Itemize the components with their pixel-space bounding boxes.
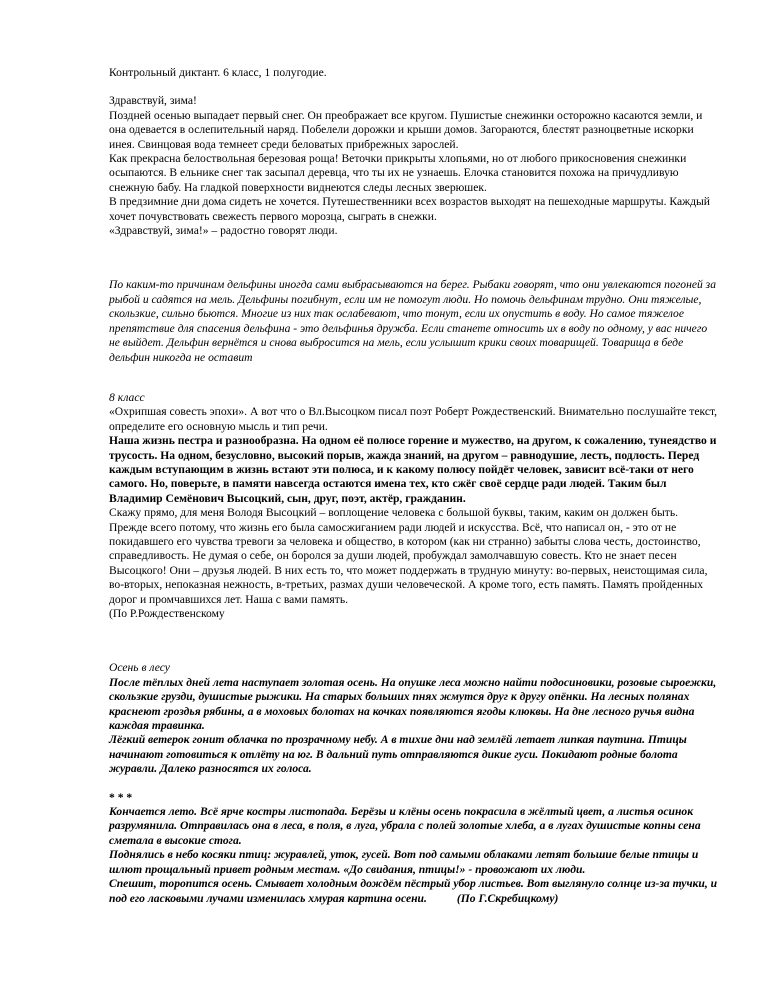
dolphins-text: По каким-то причинам дельфины иногда сами выбрасываются на берег. Рыбаки говорят, что они увлекаются погоней за рыбой и садятся на мель. Дельфины погибнут, если им не помогут люди. Но помочь дельфинам трудно. Они тяжелые, скользкие, сильно бьются. Многие из них так ослабевают, что тонут, если их опустить в воду. Но самое тяжелое препятствие для спасения дельфина - это дельфинья дружба. Если станете относить их в воду по одному, у вас ничего не выйдет. Дельфин вернётся и снова выбросится на мель, если услышит крики своих товарищей. Товарища в беде дельфин никогда не оставит: [109, 278, 716, 364]
dictation-paragraph: В предзимние дни дома сидеть не хочется. Путешественники всех возрастов выходят на пешеходные маршруты. Каждый хочет почувствовать свежесть первого морозца, сыграть в снежки.: [109, 195, 711, 223]
dictation-title: Здравствуй, зима!: [109, 94, 197, 108]
autumn-source: (По Г.Скребицкому): [456, 891, 559, 905]
grade8-intro: «Охрипшая совесть эпохи». А вот что о Вл.Высоцком писал поэт Роберт Рождественский. Внимательно послушайте текст, определите его основную мысль и тип речи.: [109, 405, 718, 433]
autumn-paragraph: Кончается лето. Всё ярче костры листопада. Берёзы и клёны осень покрасила в жёлтый цвет, а листья осинок разрумянила. Отправилась она в леса, в поля, в луга, убрала с полей золотые хлеба, а в лугах душистые копны сена сметала в высокие стога.: [109, 805, 701, 847]
document-page: [109, 66, 719, 906]
autumn-paragraph: [109, 877, 719, 906]
grade8-body: Скажу прямо, для меня Володя Высоцкий – воплощение человека с большой буквы, таким, каким он должен быть. Прежде всего потому, что жизнь его была самосжиганием ради людей и искусства. Всё, что написал он, - это от не покидавшего его чувства тревоги за человека и общество, в котором (как ни странно) забыты слова честь, достоинство, справедливость. Не думая о себе, он боролся за души людей, пробуждал замолчавшую совесть. Кто не знает песен Высоцкого! Они – друзья людей. В них есть то, что может поддержать в трудную минуту: во-первых, неистощимая сила, во-вторых, непоказная нежность, в-третьих, размах души человеческой. А кроме того, есть память. Память пройденных дорог и промчавшихся лет. Наша с вами память.: [109, 506, 708, 606]
forest-paragraph: После тёплых дней лета наступает золотая осень. На опушке леса можно найти подосиновики, розовые сыроежки, скользкие грузди, душистые рыжики. На старых больших пнях жмутся друг к другу опёнки. На лесных полянах краснеют гроздья рябины, а в моховых болотах на кочках появляются ягоды клюквы. На дне лесного ручья видна каждая травинка.: [109, 675, 717, 733]
dictation-closing: «Здравствуй, зима!» – радостно говорят люди.: [109, 224, 338, 238]
grade8-bold-text: Наша жизнь пестра и разнообразна. На одном её полюсе горение и мужество, на другом, к сожалению, тунеядство и трусость. На одном, безусловно, высокий порыв, жажда знаний, на другом – равнодушие, лесть, подлость. Перед каждым вступающим в жизнь встают эти полюса, и к какому полюсу пойдёт человек, зависит всё-таки от него самого. Но, поверьте, в памяти навсегда остаются имена тех, кто сжёг своё сердце ради людей. Таким был Владимир Семёнович Высоцкий, сын, друг, поэт, актёр, гражданин.: [109, 434, 717, 505]
forest-title: Осень в лесу: [109, 661, 170, 675]
document-header: Контрольный диктант. 6 класс, 1 полугодие.: [109, 66, 327, 79]
autumn-last-text: Спешит, торопится осень. Смывает холодным дождём пёстрый убор листьев. Вот выглянуло солнце из-за тучки, и под его ласковыми лучами изменилась хмурая картина осени.: [109, 877, 718, 905]
section-separator: * * *: [109, 790, 133, 804]
grade-label: 8 класс: [109, 390, 145, 404]
autumn-paragraph: Поднялись в небо косяки птиц: журавлей, уток, гусей. Вот под самыми облаками летят большие белые птицы и шлют прощальный привет родным местам. «До свидания, птицы!» - провожают их люди.: [109, 848, 699, 876]
forest-paragraph: Лёгкий ветерок гонит облачка по прозрачному небу. А в тихие дни над землёй летает липкая паутина. Птицы начинают готовиться к отлёту на юг. В дальний путь отправляются дикие гуси. Покидают родные болота журавли. Далеко разносятся их голоса.: [109, 733, 687, 776]
dictation-paragraph: Как прекрасна белоствольная березовая роща! Веточки прикрыты хлопьями, но от любого прикосновения снежинки осыпаются. В ельнике снег так засыпал деревца, что ты их не узнаешь. Елочка становится похожа на причудливую снежную бабу. На гладкой поверхности виднеются следы лесных зверюшек.: [109, 152, 687, 194]
grade8-source: (По Р.Рождественскому: [109, 607, 225, 620]
dictation-paragraph: Поздней осенью выпадает первый снег. Он преображает все кругом. Пушистые снежинки осторожно касаются земли, и она одевается в ослепительный наряд. Побелели дорожки и крыши домов. Загораются, блестят разноцветные искорки инея. Свинцовая вода темнеет среди беловатых прибрежных зарослей.: [109, 108, 703, 151]
